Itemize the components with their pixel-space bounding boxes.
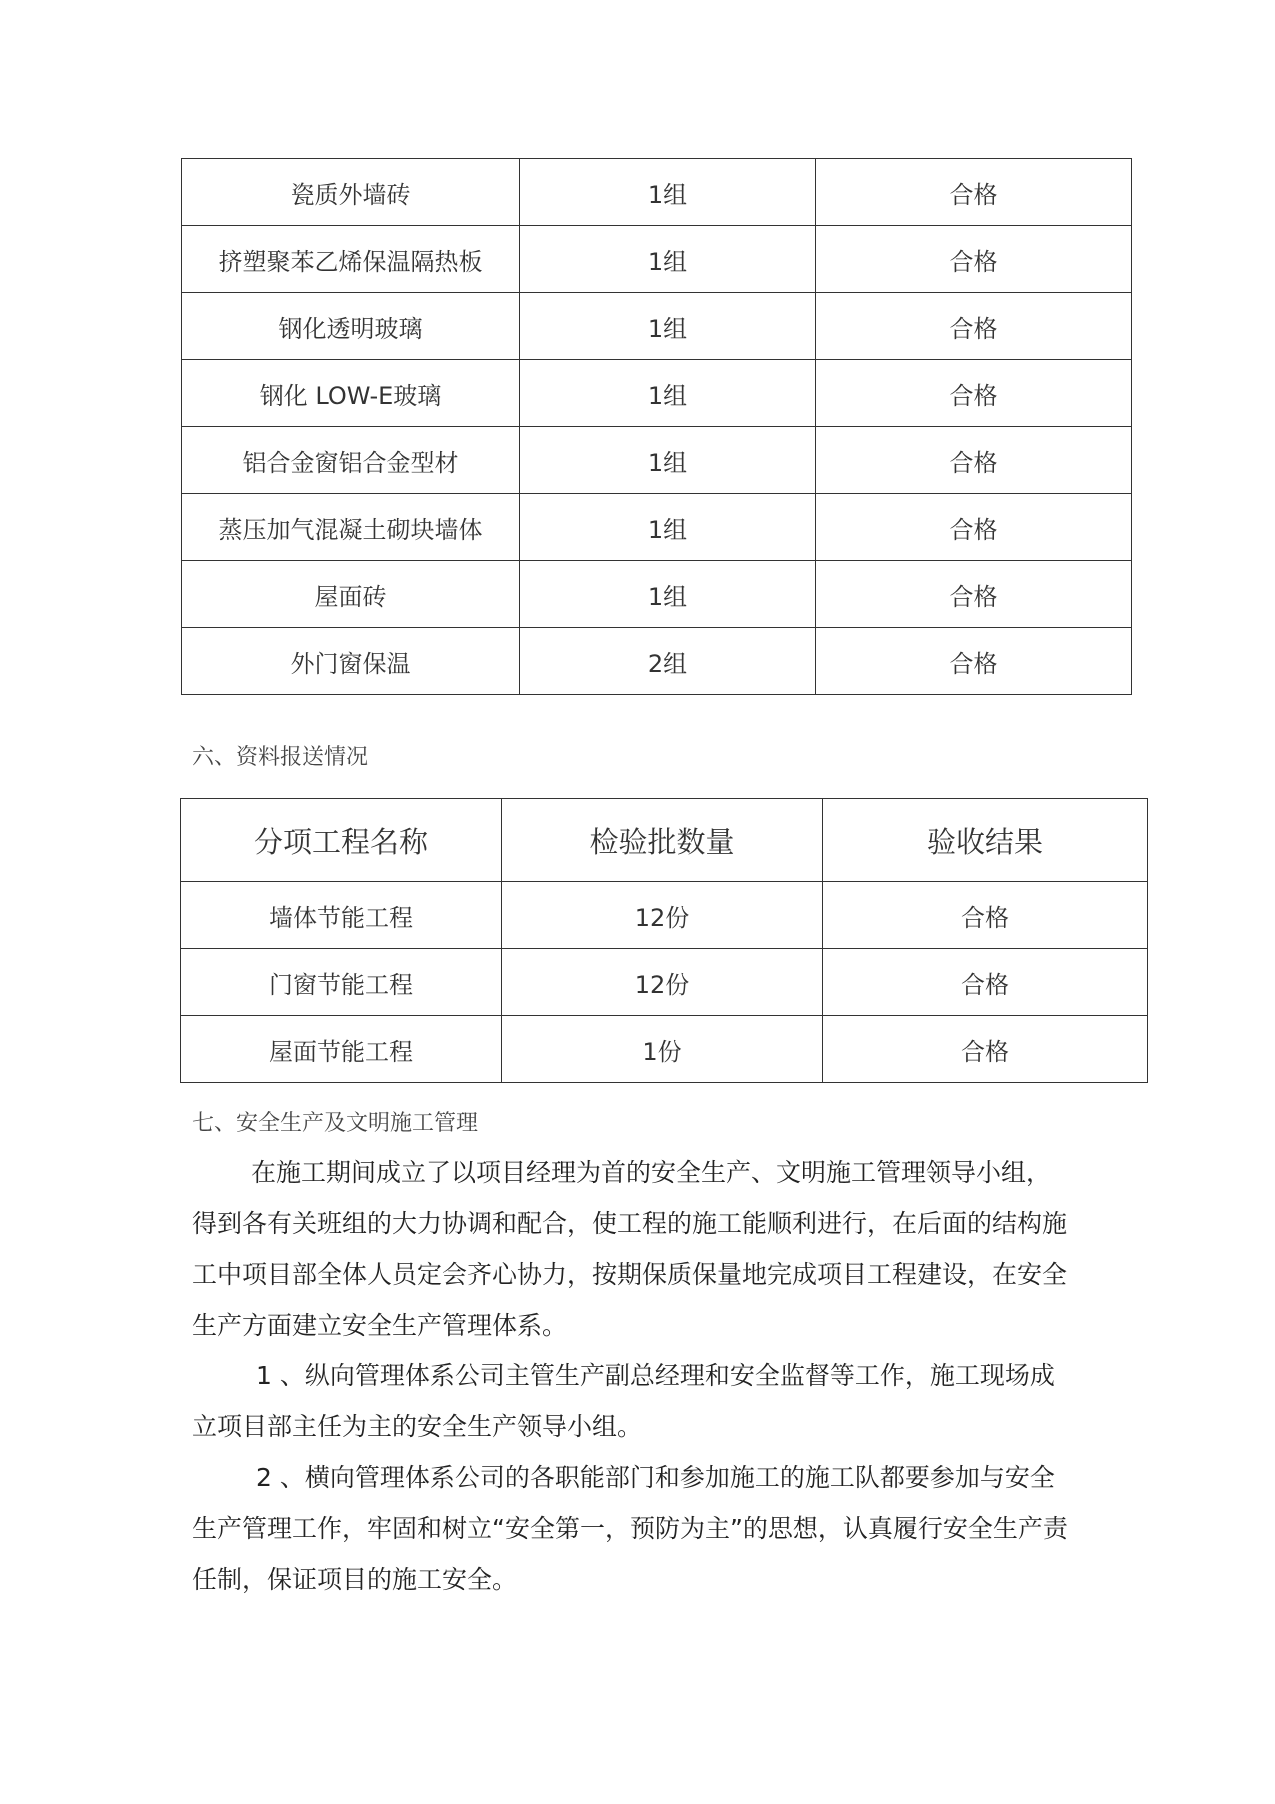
quantity-cell: 1组 (520, 427, 816, 494)
table-row (182, 427, 1132, 494)
material-name-cell: 外门窗保温 (182, 628, 520, 695)
table-row (181, 1016, 1148, 1083)
result-cell: 合格 (823, 1016, 1148, 1083)
table-row (182, 360, 1132, 427)
result-cell: 合格 (816, 226, 1132, 293)
quantity-cell: 1组 (520, 360, 816, 427)
result-cell: 合格 (816, 360, 1132, 427)
material-name-cell: 蒸压加气混凝土砌块墙体 (182, 494, 520, 561)
quantity-cell: 2组 (520, 628, 816, 695)
table-row (182, 494, 1132, 561)
material-name-cell: 钢化 LOW-E玻璃 (182, 360, 520, 427)
quantity-cell: 1组 (520, 293, 816, 360)
table-row (181, 949, 1148, 1016)
records-submission-table (180, 798, 1148, 1083)
batch-count-cell: 12份 (502, 949, 823, 1016)
table-row (181, 882, 1148, 949)
result-cell: 合格 (823, 949, 1148, 1016)
result-cell: 合格 (816, 427, 1132, 494)
body-paragraph: 在施工期间成立了以项目经理为首的安全生产、文明施工管理领导小组，得到各有关班组的大力协调和配合，使工程的施工能顺利进行，在后面的结构施工中项目部全体人员定会齐心协力，按期保质保量地完成项目工程建设，在安全生产方面建立安全生产管理体系。 (192, 1158, 1068, 1340)
result-cell: 合格 (816, 293, 1132, 360)
section-heading: 七、安全生产及文明施工管理 (192, 1111, 479, 1136)
material-name-cell: 挤塑聚苯乙烯保温隔热板 (182, 226, 520, 293)
result-cell: 合格 (816, 494, 1132, 561)
section-heading: 六、资料报送情况 (192, 745, 369, 770)
material-name-cell: 瓷质外墙砖 (182, 159, 520, 226)
batch-count-cell: 12份 (502, 882, 823, 949)
batch-count-cell: 1份 (502, 1016, 823, 1083)
body-paragraph: 2 、横向管理体系公司的各职能部门和参加施工的施工队都要参加与安全生产管理工作，牢固和树立“安全第一，预防为主”的思想，认真履行安全生产责任制，保证项目的施工安全。 (192, 1463, 1068, 1594)
column-header: 分项工程名称 (181, 799, 502, 882)
material-name-cell: 铝合金窗铝合金型材 (182, 427, 520, 494)
project-name-cell: 墙体节能工程 (181, 882, 502, 949)
table-row (182, 293, 1132, 360)
result-cell: 合格 (823, 882, 1148, 949)
materials-test-table (181, 158, 1132, 695)
result-cell: 合格 (816, 159, 1132, 226)
table-row (182, 226, 1132, 293)
quantity-cell: 1组 (520, 226, 816, 293)
result-cell: 合格 (816, 628, 1132, 695)
table-header-row (181, 799, 1148, 882)
table-row (182, 159, 1132, 226)
quantity-cell: 1组 (520, 159, 816, 226)
material-name-cell: 屋面砖 (182, 561, 520, 628)
column-header: 检验批数量 (502, 799, 823, 882)
table-row (182, 561, 1132, 628)
project-name-cell: 屋面节能工程 (181, 1016, 502, 1083)
column-header: 验收结果 (823, 799, 1148, 882)
body-paragraph: 1 、纵向管理体系公司主管生产副总经理和安全监督等工作，施工现场成立项目部主任为主的安全生产领导小组。 (192, 1361, 1055, 1441)
project-name-cell: 门窗节能工程 (181, 949, 502, 1016)
result-cell: 合格 (816, 561, 1132, 628)
quantity-cell: 1组 (520, 494, 816, 561)
material-name-cell: 钢化透明玻璃 (182, 293, 520, 360)
quantity-cell: 1组 (520, 561, 816, 628)
table-row (182, 628, 1132, 695)
